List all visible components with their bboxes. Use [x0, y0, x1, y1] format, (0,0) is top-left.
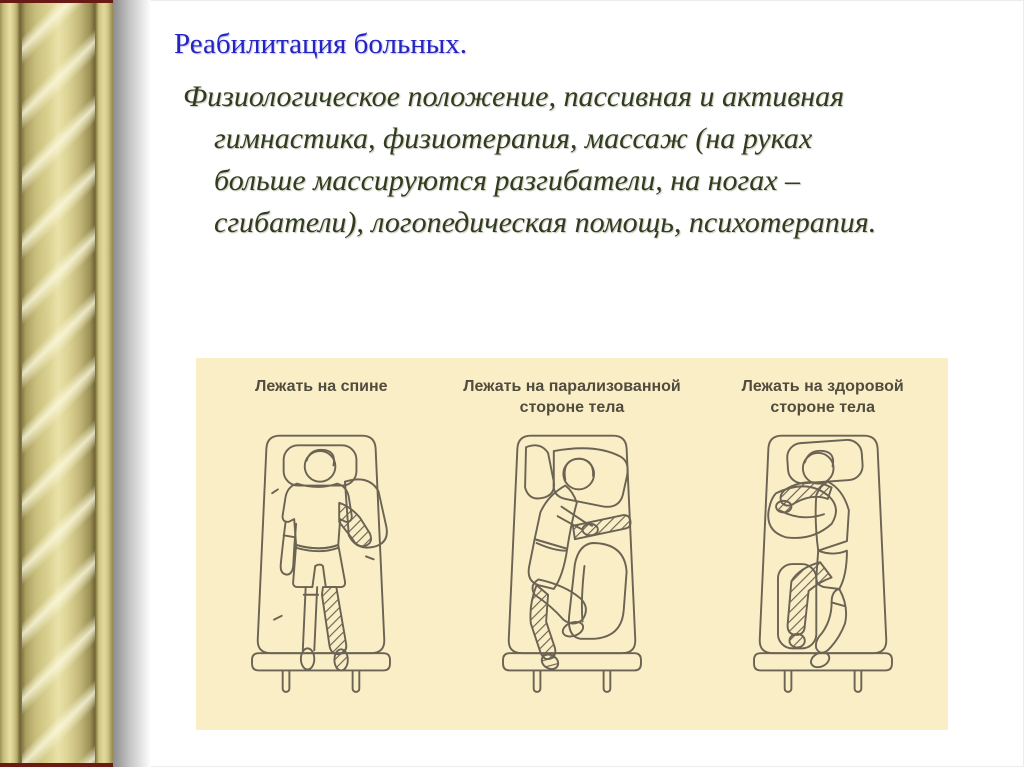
- paralyzed-limbs-hatched: [322, 503, 371, 671]
- body-line: Физиологическое положение, пассивная и активная: [183, 80, 845, 113]
- illustration-lying-on-paralyzed-side: [481, 422, 663, 710]
- slide-body: [0, 76, 1010, 244]
- figure-caption: Лежать на парализованной стороне тела: [463, 378, 681, 416]
- pillows: [768, 439, 863, 648]
- border-bottom-cap: [0, 763, 113, 767]
- figure-column-back: [196, 358, 447, 730]
- border-top-cap: [0, 0, 113, 3]
- patient-supine: [272, 450, 374, 670]
- bed-outline: [503, 436, 641, 692]
- illustration-lying-on-back: [230, 422, 412, 710]
- body-line: сгибатели), логопедическая помощь, психотерапия.: [214, 206, 877, 239]
- figure-caption: Лежать на здоровой стороне тела: [741, 378, 904, 416]
- figure-caption: Лежать на спине: [255, 378, 388, 395]
- body-line: гимнастика, физиотерапия, массаж (на руках: [214, 122, 813, 155]
- paralyzed-limbs-hatched: [530, 515, 630, 672]
- figure-column-healthy-side: [697, 358, 948, 730]
- figure-column-paralyzed-side: [447, 358, 698, 730]
- body-line: больше массируются разгибатели, на ногах –: [214, 164, 801, 197]
- positions-figure-panel: [196, 358, 948, 730]
- slide-title: Реабилитация больных.: [174, 28, 467, 60]
- illustration-lying-on-healthy-side: [732, 422, 914, 710]
